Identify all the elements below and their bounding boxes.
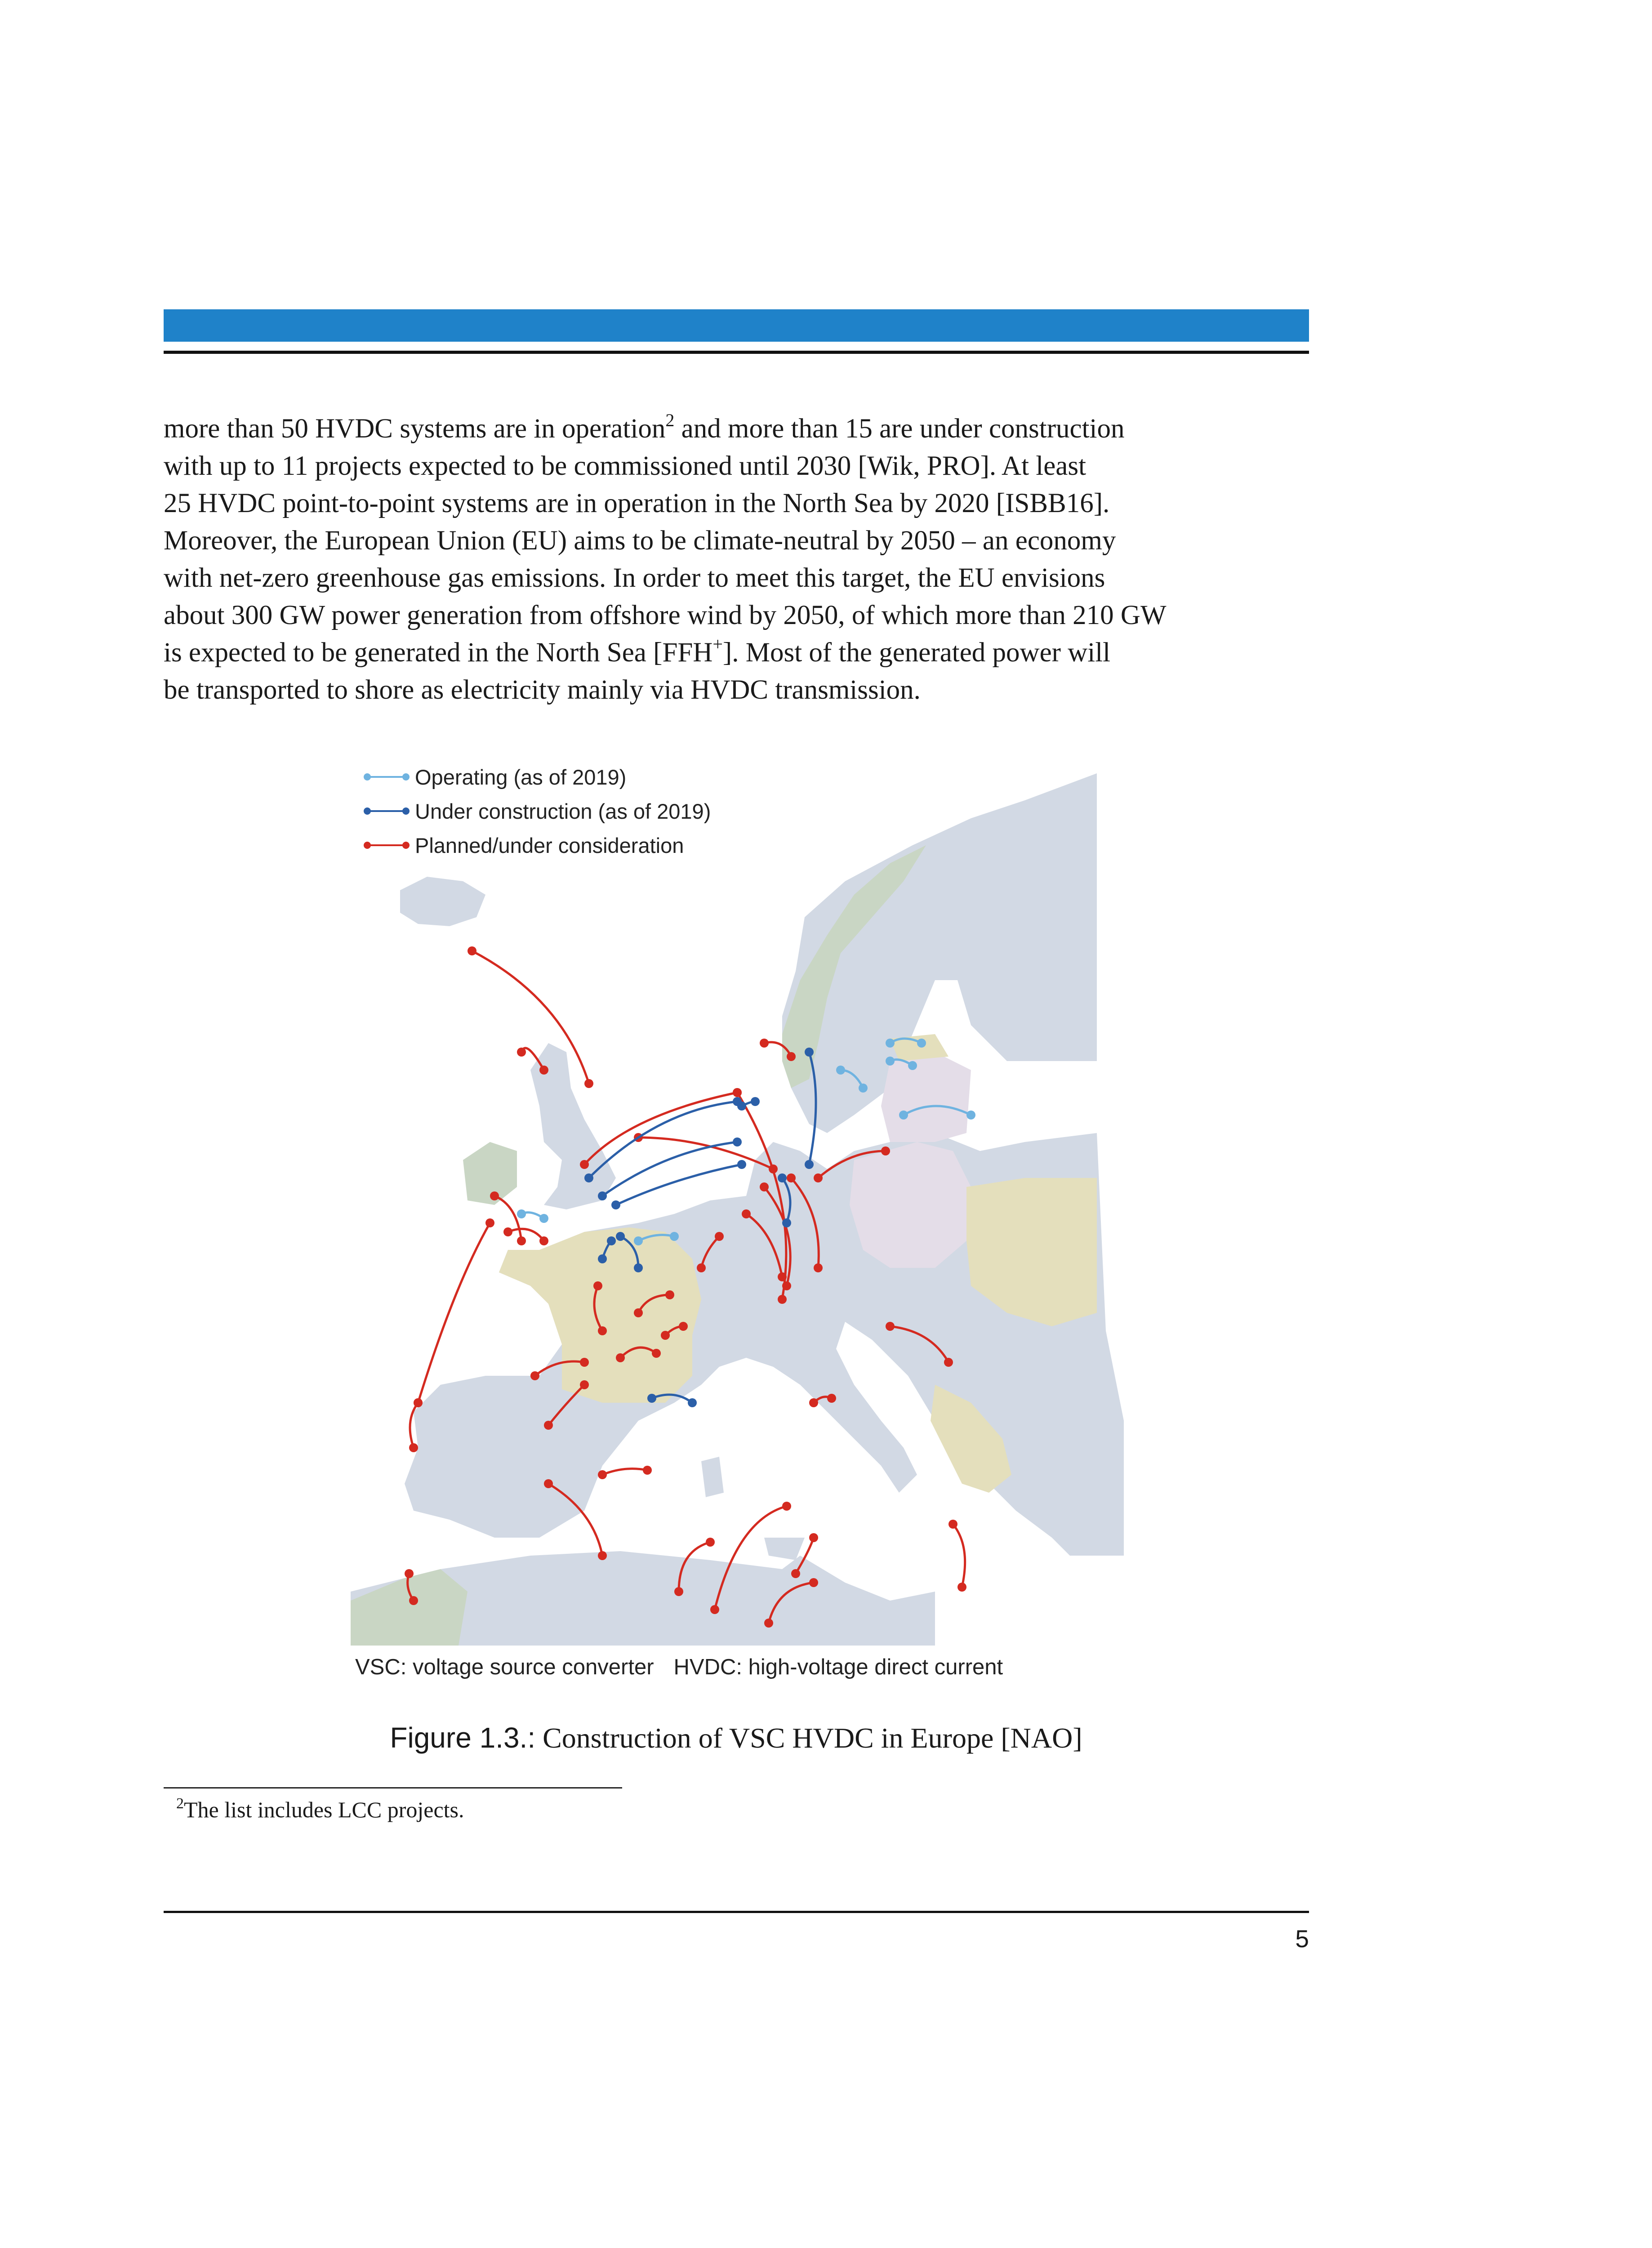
link-endpoint (859, 1084, 868, 1093)
link-endpoint (688, 1398, 697, 1407)
legend-label: Planned/under consideration (415, 833, 684, 857)
link-endpoint (948, 1520, 957, 1529)
body-line: is expected to be generated in the North Sea [FFH+]. Most of the generated power will (164, 633, 1111, 668)
link-endpoint (733, 1137, 742, 1146)
hvdc-europe-map-figure (351, 746, 1124, 1704)
link-endpoint (809, 1533, 818, 1542)
link-endpoint (760, 1039, 769, 1048)
footnote-ref: 2 (665, 410, 675, 430)
link-endpoint (791, 1569, 800, 1578)
abbr-hvdc: HVDC: high-voltage direct current (673, 1655, 1003, 1679)
footer-rule (164, 1911, 1309, 1913)
link-endpoint (733, 1088, 742, 1097)
link-endpoint (760, 1182, 769, 1191)
link-endpoint (611, 1200, 620, 1209)
header-bar (164, 309, 1309, 342)
link-endpoint (517, 1236, 526, 1245)
legend-item-operating (362, 760, 711, 794)
link-endpoint (580, 1380, 589, 1389)
body-line: 25 HVDC point-to-point systems are in operation in the North Sea by 2020 [ISBB16]. (164, 488, 1110, 518)
link-endpoint (634, 1308, 643, 1317)
link-endpoint (751, 1097, 760, 1106)
link-endpoint (836, 1066, 845, 1075)
link-endpoint (405, 1569, 414, 1578)
link-endpoint (886, 1039, 895, 1048)
link-endpoint (814, 1173, 823, 1182)
footnote-mark: 2 (176, 1795, 184, 1812)
link-endpoint (634, 1263, 643, 1272)
legend-item-planned (362, 828, 711, 862)
link-endpoint (584, 1079, 593, 1088)
link-endpoint (899, 1111, 908, 1120)
footnote (176, 1797, 464, 1823)
figure-caption (0, 1721, 1472, 1755)
link-endpoint (737, 1102, 746, 1111)
link-endpoint (782, 1218, 791, 1227)
link-endpoint (652, 1349, 661, 1358)
link-endpoint (670, 1232, 679, 1241)
link-endpoint (809, 1398, 818, 1407)
land-poland (850, 1142, 971, 1268)
footnote-rule (164, 1787, 622, 1789)
body-line: Moreover, the European Union (EU) aims to be climate-neutral by 2050 – an economy (164, 526, 1116, 556)
link-endpoint (778, 1272, 787, 1281)
link-endpoint (598, 1254, 607, 1263)
link-endpoint (805, 1160, 814, 1169)
page-number: 5 (1295, 1925, 1309, 1953)
link-endpoint (679, 1322, 688, 1331)
europe-map (351, 746, 1124, 1646)
footnote-text: The list includes LCC projects. (184, 1797, 464, 1822)
link-endpoint (414, 1398, 423, 1407)
body-paragraph (164, 410, 1309, 709)
link-endpoint (544, 1479, 553, 1488)
link-endpoint (643, 1466, 652, 1475)
link-endpoint (598, 1551, 607, 1560)
link-endpoint (580, 1160, 589, 1169)
link-endpoint (957, 1583, 966, 1592)
caption-text: Construction of VSC HVDC in Europe [NAO] (535, 1722, 1082, 1754)
link-endpoint (634, 1236, 643, 1245)
link-endpoint (490, 1191, 499, 1200)
body-line: about 300 GW power generation from offshore wind by 2050, of which more than 210 GW (164, 600, 1167, 630)
link-endpoint (598, 1191, 607, 1200)
link-endpoint (827, 1394, 836, 1403)
link-endpoint (517, 1048, 526, 1057)
link-endpoint (710, 1605, 719, 1614)
link-endpoint (616, 1353, 625, 1362)
link-endpoint (917, 1039, 926, 1048)
link-endpoint (764, 1619, 773, 1628)
link-endpoint (593, 1281, 602, 1290)
link-endpoint (409, 1596, 418, 1605)
link-endpoint (737, 1160, 746, 1169)
link-endpoint (661, 1331, 670, 1340)
link-endpoint (787, 1052, 796, 1061)
header-rule (164, 351, 1309, 354)
link-endpoint (503, 1227, 512, 1236)
link-endpoint (539, 1236, 548, 1245)
link-endpoint (584, 1173, 593, 1182)
land-baltics (881, 1057, 971, 1142)
link-endpoint (809, 1578, 818, 1587)
link-endpoint (881, 1146, 890, 1155)
link-endpoint (409, 1443, 418, 1452)
link-endpoint (886, 1057, 895, 1066)
link-endpoint (485, 1218, 494, 1227)
link-endpoint (665, 1290, 674, 1299)
link-endpoint (539, 1214, 548, 1223)
link-endpoint (598, 1470, 607, 1479)
legend-swatch-icon (362, 807, 411, 816)
link-endpoint (966, 1111, 975, 1120)
legend-item-under-construction (362, 794, 711, 828)
link-endpoint (539, 1066, 548, 1075)
legend-label: Operating (as of 2019) (415, 765, 627, 789)
link-endpoint (778, 1173, 787, 1182)
body-line: more than 50 HVDC systems are in operation$^2$ and more than 15 are under construction (164, 410, 1125, 444)
link-endpoint (517, 1209, 526, 1218)
link-endpoint (886, 1322, 895, 1331)
link-endpoint (530, 1371, 539, 1380)
body-line: be transported to shore as electricity mainly via HVDC transmission. (164, 675, 921, 705)
link-endpoint (468, 946, 476, 955)
legend-swatch-icon (362, 841, 411, 850)
link-endpoint (697, 1263, 706, 1272)
body-line: with net-zero greenhouse gas emissions. In order to meet this target, the EU envisions (164, 563, 1105, 593)
figure-abbreviations (355, 1655, 1003, 1680)
abbr-vsc: VSC: voltage source converter (355, 1655, 654, 1679)
link-endpoint (944, 1358, 953, 1367)
link-endpoint (814, 1263, 823, 1272)
link-endpoint (778, 1295, 787, 1304)
link-endpoint (787, 1173, 796, 1182)
link-endpoint (782, 1281, 791, 1290)
link-endpoint (782, 1502, 791, 1511)
link-endpoint (715, 1232, 724, 1241)
link-endpoint (616, 1232, 625, 1241)
link-endpoint (908, 1061, 917, 1070)
link-endpoint (580, 1358, 589, 1367)
link-endpoint (742, 1209, 751, 1218)
link-endpoint (674, 1587, 683, 1596)
link-endpoint (598, 1326, 607, 1335)
link-endpoint (805, 1048, 814, 1057)
legend-swatch-icon (362, 772, 411, 781)
link-endpoint (544, 1421, 553, 1430)
caption-label: Figure 1.3.: (390, 1722, 536, 1754)
map-legend (362, 760, 711, 862)
body-line: with up to 11 projects expected to be commissioned until 2030 [Wik, PRO]. At least (164, 451, 1086, 481)
link-endpoint (706, 1538, 715, 1547)
link-endpoint (647, 1394, 656, 1403)
link-endpoint (607, 1236, 616, 1245)
legend-label: Under construction (as of 2019) (415, 799, 711, 823)
